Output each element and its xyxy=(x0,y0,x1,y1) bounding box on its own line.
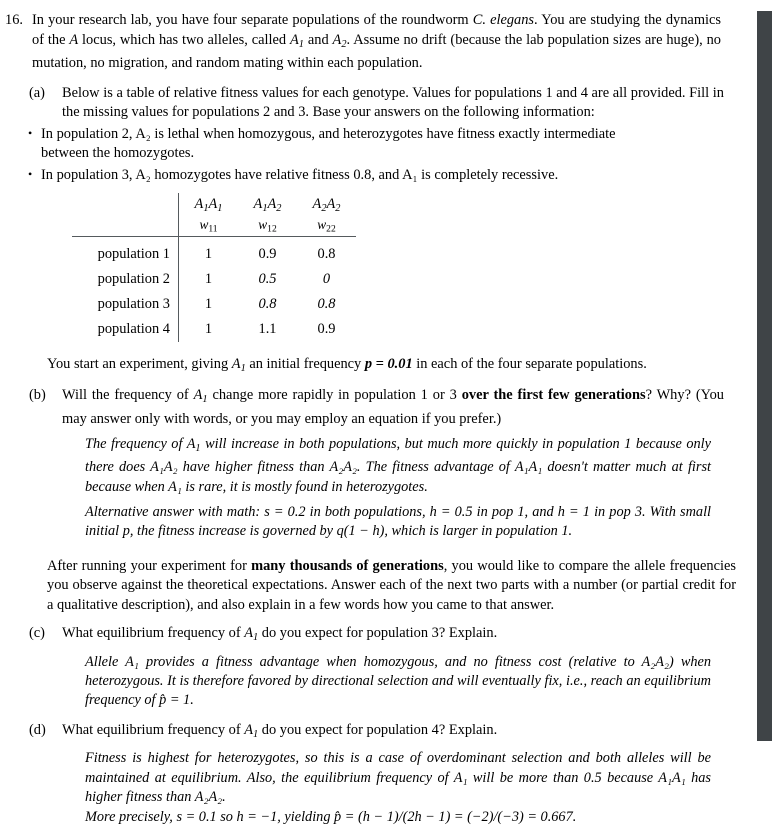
transition-1b: , you would like to compare the allele xyxy=(443,557,666,574)
part-b-allele: A xyxy=(193,387,203,404)
header-w-blank xyxy=(72,216,179,237)
header-w12: $w_{12}$ xyxy=(258,216,277,235)
header-genotype-a1a1: $A_1A_1$ xyxy=(179,193,239,216)
row-label-population-2: population 2 xyxy=(97,270,170,287)
cell-pop3-w22[interactable]: 0.8 xyxy=(317,295,336,312)
allele-a1-symbol: A xyxy=(290,31,299,48)
header-corner-blank xyxy=(72,193,179,216)
part-a-line-1: Below is a table of relative fitness values for each genotype. Values for populations 1 and 4 are all provided. xyxy=(62,84,686,101)
part-c-answer xyxy=(85,653,711,711)
ans-b1-allele: A xyxy=(186,436,196,453)
stem-text-1: In your research lab, you have four separate populations of the roundworm xyxy=(32,12,473,28)
question-number: 16. xyxy=(5,12,23,28)
part-a-text xyxy=(62,84,724,123)
header-w11: $w_{11}$ xyxy=(179,216,239,237)
table-row xyxy=(72,242,356,267)
part-b-label: (b) xyxy=(29,387,46,404)
species-name: C. elegans xyxy=(472,12,535,28)
part-b-answer-2-text xyxy=(85,503,711,542)
part-c-answer-text xyxy=(85,653,711,711)
part-d-text xyxy=(62,721,724,744)
cell-pop3-w12[interactable]: 0.8 xyxy=(258,295,277,312)
part-d-answer-math: More precisely, s = 0.1 so h = −1, yielding p̂ = (h − 1)/(2h − 1) = (−2)/(−3) = 0.667. xyxy=(85,809,577,826)
cell-pop1-w11: 1 xyxy=(179,242,239,267)
table-row xyxy=(72,267,356,292)
row-label-population-3: population 3 xyxy=(97,295,170,312)
part-b-q-1a: Will the frequency of xyxy=(62,387,194,404)
part-c-block xyxy=(0,624,757,647)
part-b-answer-1 xyxy=(85,435,711,497)
part-c-allele: A xyxy=(244,625,254,642)
part-a-block xyxy=(0,84,757,123)
row-label-population-1: population 1 xyxy=(97,245,170,262)
stem-text-2b: locus, which has two alleles, called xyxy=(78,31,290,48)
part-d-question xyxy=(62,721,724,744)
part-b-allele-sub: 1 xyxy=(202,394,208,406)
note-before: You start an experiment, giving xyxy=(47,355,232,372)
row-label-population-4: population 4 xyxy=(97,320,170,337)
locus-symbol: A xyxy=(69,31,79,48)
allele-a2-subscript: 2 xyxy=(341,38,347,50)
transition-text xyxy=(47,557,736,616)
ans-b1-a: The frequency of xyxy=(85,436,187,453)
part-b-q-1b: change more rapidly in population 1 or 3 xyxy=(207,387,462,404)
ans-d-line1: Fitness is highest for heterozygotes, so this is a case of overdominant selection and both alleles will be xyxy=(85,750,711,767)
note-allele: A xyxy=(231,355,241,372)
cell-pop2-w11: 1 xyxy=(179,267,239,292)
list-item: • In population 2, A₂ is lethal when homozygous, and heterozygotes have fitness exactly intermediate between the homozygotes. xyxy=(28,125,640,164)
cell-pop1-w22: 0.8 xyxy=(317,245,336,262)
stem-text-3: sizes are huge), no mutation, no migration, and random mating within each population. xyxy=(32,31,721,72)
ans-b1-line2: there does A₁A₂ have higher fitness than A₂A₂. The fitness advantage of A₁A₁ doesn't matter much at first xyxy=(85,459,711,476)
part-b-q-2: (You may answer only with words, or you may employ an equation if you prefer.) xyxy=(62,387,724,427)
document-page xyxy=(0,11,757,826)
table-header-genotypes xyxy=(72,193,356,216)
ans-b1-line3: because when A₁ is rare, it is mostly found in heterozygotes. xyxy=(85,478,428,495)
ans-c-line1: Allele A₁ provides a fitness advantage when homozygous, and no fitness cost (relative to A₂A₂) when xyxy=(85,653,711,670)
ans-b1-allele-sub: 1 xyxy=(195,443,201,455)
part-d-allele: A xyxy=(244,721,254,738)
stem-text-1b: . You are studying the xyxy=(534,12,662,28)
ans-c-line2: heterozygous. It is therefore favored by directional selection and will eventually fix, i.e., reach an equilibrium xyxy=(85,673,711,690)
part-c-text xyxy=(62,624,724,647)
ans-c-line3: frequency of p̂ = 1. xyxy=(85,692,194,709)
fitness-table xyxy=(72,193,356,342)
part-b-block xyxy=(0,386,757,429)
stem-text-2d: . Assume no drift (because the lab population xyxy=(346,31,610,48)
cell-pop4-w11: 1 xyxy=(179,317,239,342)
fitness-table-container xyxy=(72,193,757,342)
note-allele-sub: 1 xyxy=(240,362,246,374)
table-row xyxy=(72,292,356,317)
part-b-answer-2 xyxy=(85,503,711,542)
part-c-q-a: What equilibrium frequency of xyxy=(62,625,245,642)
ans-b1-b: will increase in both populations, but much more quickly in population 1 because only xyxy=(200,436,711,453)
part-c-q-b: do you expect for population 3? Explain. xyxy=(258,625,498,642)
part-b-answer-1-text xyxy=(85,435,711,497)
part-d-q-b: do you expect for population 4? Explain. xyxy=(258,721,498,738)
table-header-w xyxy=(72,216,356,237)
stem-text-2a: dynamics of the xyxy=(32,12,721,48)
header-genotype-a1a2: $A_1A_2$ xyxy=(253,196,282,215)
transition-1a: After running your experiment for xyxy=(47,557,252,574)
part-a-bullet-list xyxy=(0,125,640,186)
note-initial-frequency: p = 0.01 xyxy=(364,355,413,372)
part-a-label: (a) xyxy=(29,84,45,101)
question-stem xyxy=(32,11,721,74)
part-d-allele-sub: 1 xyxy=(253,728,259,740)
list-item: • In population 3, A₂ homozygotes have relative fitness 0.8, and A₁ is completely recessive. xyxy=(28,166,640,186)
allele-a2-symbol: A xyxy=(332,31,342,48)
header-genotype-a2a2: $A_2A_2$ xyxy=(312,196,341,215)
part-d-answer-text xyxy=(85,749,711,807)
table-row xyxy=(72,317,356,342)
page-right-border xyxy=(757,11,772,741)
ans-b2-line1: Alternative answer with math: s = 0.2 in both populations, h = 0.5 in pop 1, and h = 1 in pop 3. With xyxy=(85,503,676,520)
cell-pop2-w22[interactable]: 0 xyxy=(322,270,331,287)
part-d-block xyxy=(0,721,757,744)
ans-d-line2: maintained at equilibrium. Also, the equilibrium frequency of A₁ will be more than 0.5 because A₁A₁ has xyxy=(85,769,711,786)
experiment-note xyxy=(47,355,736,378)
part-b-text xyxy=(62,386,724,429)
transition-paragraph xyxy=(47,557,736,616)
part-b-question xyxy=(62,386,724,429)
question-16-block xyxy=(0,11,757,74)
transition-emphasis: many thousands of generations xyxy=(251,557,444,574)
part-a-line-2: Fill in the missing values for populations 2 and 3. Base your answers on the following information: xyxy=(62,84,724,121)
note-after: in each of the four separate populations. xyxy=(412,355,647,372)
cell-pop4-w22: 0.9 xyxy=(317,320,336,337)
part-b-emphasis: over the first few generations xyxy=(461,387,646,404)
note-middle: an initial frequency xyxy=(245,355,365,372)
allele-a1-subscript: 1 xyxy=(298,38,304,50)
cell-pop3-w11: 1 xyxy=(179,292,239,317)
header-w22: $w_{22}$ xyxy=(317,216,336,235)
part-d-label: (d) xyxy=(29,721,46,738)
part-c-question xyxy=(62,624,724,647)
part-d-answer xyxy=(85,749,711,827)
ans-d-line3: higher fitness than A₂A₂. xyxy=(85,788,226,805)
cell-pop4-w12: 1.1 xyxy=(258,320,277,337)
part-c-allele-sub: 1 xyxy=(253,632,259,644)
experiment-note-text xyxy=(47,355,736,378)
transition-2: frequencies you observe against the theoretical expectations. Answer each of the next two parts with a number xyxy=(47,557,736,594)
cell-pop1-w12: 0.9 xyxy=(258,245,277,262)
stem-text-2c: and xyxy=(303,31,333,48)
part-d-q-a: What equilibrium frequency of xyxy=(62,721,245,738)
cell-pop2-w12[interactable]: 0.5 xyxy=(258,270,277,287)
transition-3: (or partial credit for a qualitative description), and also explain in a few words how you came to that answer. xyxy=(47,577,736,613)
ans-b2-line2: small initial p, the fitness increase is governed by q(1 − h), which is larger in population 1. xyxy=(85,503,712,540)
part-c-label: (c) xyxy=(29,625,45,642)
part-b-q-1c: ? Why? xyxy=(645,387,691,404)
